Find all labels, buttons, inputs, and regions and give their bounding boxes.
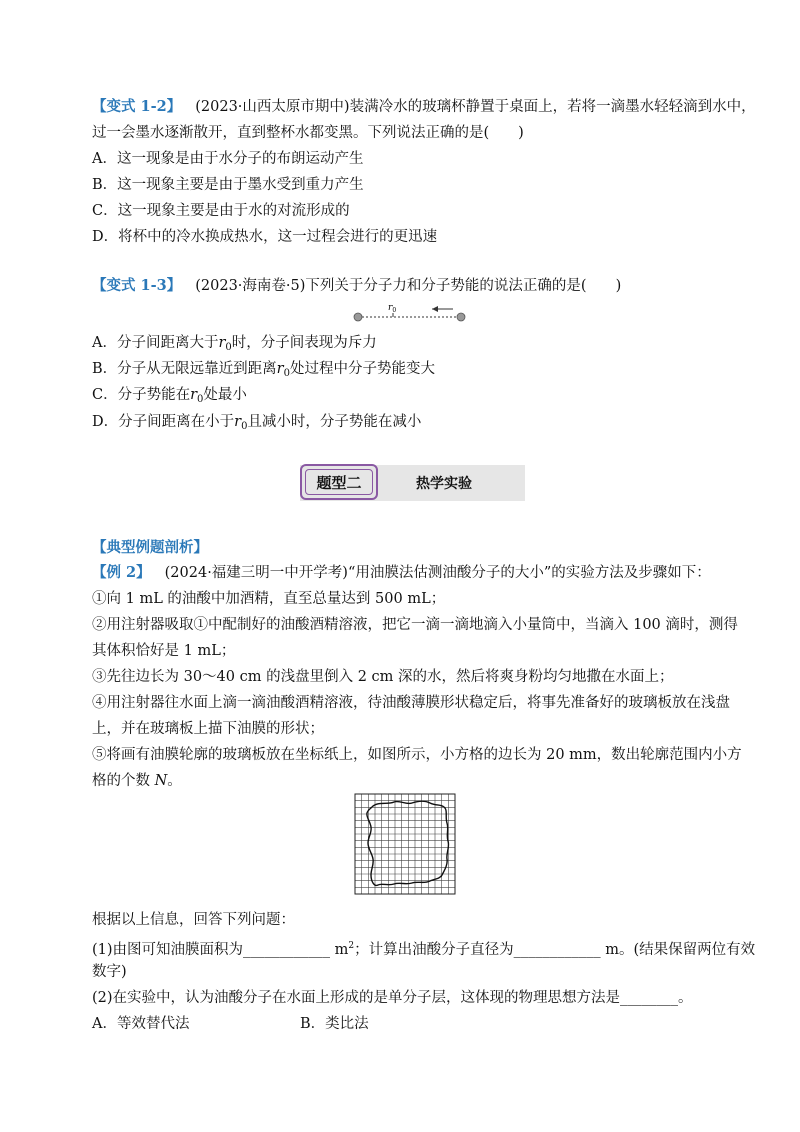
banner-tag-box [300, 464, 378, 500]
v13-option-c: C．分子势能在$r_0$处最小 [92, 387, 247, 405]
banner-tag-label: 题型二 [305, 469, 373, 495]
ex2-step-2-line-2: 其体积恰好是 1 mL； [92, 643, 236, 659]
v13-tag: 【变式 1-3】 [92, 277, 182, 294]
molecule-right [457, 313, 465, 321]
molecule-distance-figure [350, 296, 470, 326]
ex2-step-4-line-2: 上，并在玻璃板上描下油膜的形状； [92, 721, 324, 737]
ex2-step-2-line-1: ②用注射器吸取①中配制好的油酸酒精溶液，把它一滴一滴地滴入小量筒中，当滴入 100 滴时，测得 [92, 617, 738, 633]
v13-option-a: A．分子间距离大于$r_0$时，分子间表现为斥力 [92, 335, 377, 353]
v13-stem: 【变式 1-3】 (2023·海南卷·5)下列关于分子力和分子势能的说法正确的是( ) [92, 277, 622, 294]
ex2-step-3: ③先往边长为 30～40 cm 的浅盘里倒入 2 cm 深的水，然后将爽身粉均匀地撒在水面上； [92, 669, 674, 685]
question-type-banner [300, 465, 525, 501]
velocity-arrow-head [432, 306, 438, 312]
v13-option-d: D．分子间距离在小于$r_0$且减小时，分子势能在减小 [92, 414, 422, 432]
ex2-tag: 【例 2】 [92, 564, 151, 581]
banner-title: 热学实验 [416, 476, 472, 492]
ex2-question-1-line-2: 数字) [92, 964, 127, 980]
ex2-step-5-line-2: 格的个数 N。 [92, 773, 182, 789]
v12-option-c: C．这一现象主要是由于水的对流形成的 [92, 203, 350, 219]
ex2-question-1-line-1: (1)由图可知油膜面积为____________ $m^2$；计算出油酸分子直径为____________ m。(结果保留两位有效 [92, 941, 756, 958]
section-heading: 【典型例题剖析】 [92, 539, 208, 556]
ex2-stem: 【例 2】 (2024·福建三明一中开学考)“用油膜法估测油酸分子的大小”的实验方法及步骤如下： [92, 564, 711, 581]
v12-stem-line-2: 过一会墨水逐渐散开，直到整杯水都变黑。下列说法正确的是( ) [92, 125, 524, 141]
ex2-question-2: (2)在实验中，认为油酸分子在水面上形成的是单分子层，这体现的物理思想方法是________。 [92, 990, 693, 1006]
v12-tag: 【变式 1-2】 [92, 98, 182, 115]
v12-option-d: D．将杯中的冷水换成热水，这一过程会进行的更迅速 [92, 229, 438, 245]
v12-stem-line-1: 【变式 1-2】 (2023·山西太原市期中)装满冷水的玻璃杯静置于桌面上，若将一滴墨水轻轻滴到水中， [92, 98, 756, 115]
ex2-option-b: B．类比法 [300, 1016, 369, 1032]
ex2-step-4-line-1: ④用注射器往水面上滴一滴油酸酒精溶液，待油酸薄膜形状稳定后，将事先准备好的玻璃板放在浅盘 [92, 695, 730, 711]
v13-option-b: B．分子从无限远靠近到距离$r_0$处过程中分子势能变大 [92, 361, 435, 379]
molecule-left [354, 313, 362, 321]
oil-film-grid-figure [354, 793, 458, 897]
r0-label: $r_0$ [388, 303, 397, 314]
ex2-prompt: 根据以上信息，回答下列问题： [92, 912, 295, 928]
ex2-step-1: ①向 1 mL 的油酸中加酒精，直至总量达到 500 mL； [92, 591, 446, 607]
v12-option-a: A．这一现象是由于水分子的布朗运动产生 [92, 151, 364, 167]
v12-option-b: B．这一现象主要是由于墨水受到重力产生 [92, 177, 364, 193]
ex2-step-5-line-1: ⑤将画有油膜轮廓的玻璃板放在坐标纸上，如图所示，小方格的边长为 20 mm，数出轮廓范围内小方 [92, 747, 742, 763]
ex2-option-a: A．等效替代法 [92, 1016, 190, 1032]
